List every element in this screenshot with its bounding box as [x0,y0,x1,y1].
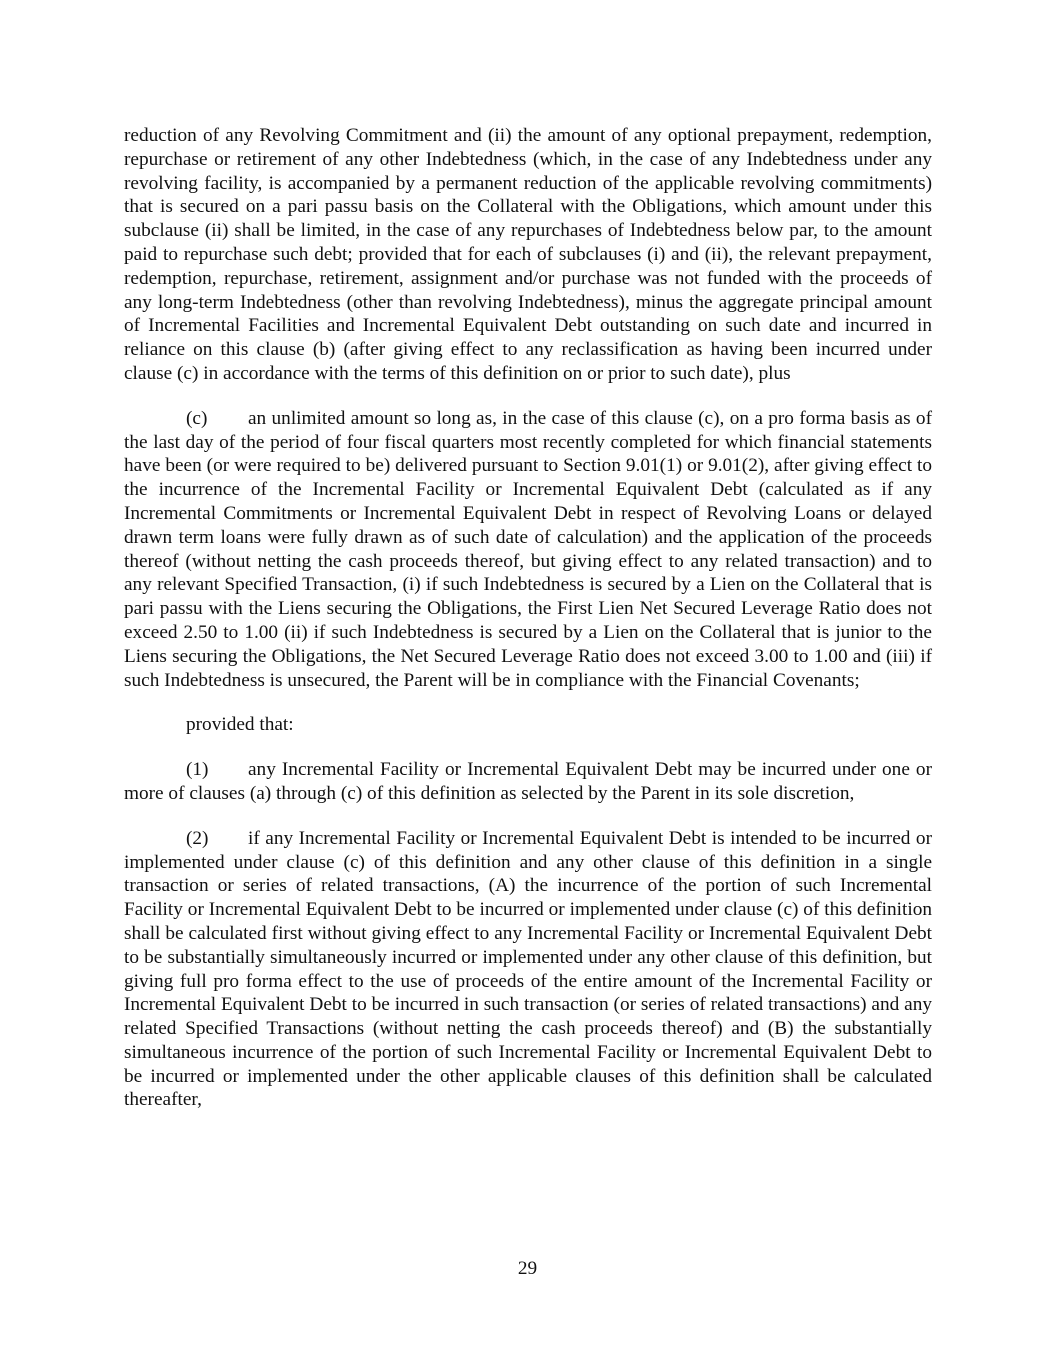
paragraph-text: any Incremental Facility or Incremental Equivalent Debt may be incurred under one or more of clauses (a) through (c) of this definition as selected by the Parent in its sole discretion, [124,759,932,804]
paragraph-item-1 [124,758,932,806]
clause-label: (c) [186,407,208,429]
page-number: 29 [517,1258,538,1279]
paragraph-text: if any Incremental Facility or Incremental Equivalent Debt is intended to be incurred or implemented under clause (c) of this definition and any other clause of this definition in a single transaction or series of related transactions, (A) the incurrence of the portion of such Incremental Facility or Incremental Equivalent Debt to be incurred or implemented under clause (c) of this definition shall be calculated first without giving effect to any Incremental Facility or Incremental Equivalent Debt to be substantially simultaneously incurred or implemented under any other clause of this definition, but giving full pro forma effect to the use of proceeds of the entire amount of the Incremental Facility or Incremental Equivalent Debt to be incurred in such transaction (or series of related transactions) and any related Specified Transactions (without netting the cash proceeds thereof) and (B) the substantially simultaneous incurrence of the portion of such Incremental Facility or Incremental Equivalent Debt to be incurred or implemented under the other applicable clauses of this definition shall be calculated thereafter, [124,827,932,1111]
document-body [124,124,932,1133]
paragraph-clause-c [124,407,932,693]
paragraph-text: an unlimited amount so long as, in the case of this clause (c), on a pro forma basis as of the last day of the period of four fiscal quarters most recently completed for which financial statements have been (or were required to be) delivered pursuant to Section 9.01(1) or 9.01(2), after giving effect to the incurrence of the Incremental Facility or Incremental Equivalent Debt (calculated as if any Incremental Commitments or Incremental Equivalent Debt in respect of Revolving Loans or delayed drawn term loans were fully drawn as of such date of calculation) and the application of the proceeds thereof (without netting the cash proceeds thereof, but giving effect to any related transaction) and to any relevant Specified Transaction, (i) if such Indebtedness is secured by a Lien on the Collateral that is pari passu with the Liens securing the Obligations, the First Lien Net Secured Leverage Ratio does not exceed 2.50 to 1.00 (ii) if such Indebtedness is secured by a Lien on the Collateral that is junior to the Liens securing the Obligations, the Net Secured Leverage Ratio does not exceed 3.00 to 1.00 and (iii) if such Indebtedness is unsecured, the Parent will be in compliance with the Financial Covenants; [124,407,932,691]
clause-label: (2) [186,827,209,849]
clause-label: (1) [186,759,209,781]
paragraph-item-2 [124,827,932,1113]
paragraph-text: reduction of any Revolving Commitment and (ii) the amount of any optional prepayment, redemption, repurchase or retirement of any other Indebtedness (which, in the case of any Indebtedness under any revolving facility, is accompanied by a permanent reduction of the applicable revolving commitments) that is secured on a pari passu basis on the Collateral with the Obligations, which amount under this subclause (ii) shall be limited, in the case of any repurchases of Indebtedness below par, to the amount paid to repurchase such debt; provided that for each of subclauses (i) and (ii), the relevant prepayment, redemption, repurchase, retirement, assignment and/or purchase was not funded with the proceeds of any long-term Indebtedness (other than revolving Indebtedness), minus the aggregate principal amount of Incremental Facilities and Incremental Equivalent Debt outstanding on such date and incurred in reliance on this clause (b) (after giving effect to any reclassification as having been incurred under clause (c) in accordance with the terms of this definition on or prior to such date), plus [124,125,932,384]
paragraph-continuation [124,124,932,386]
paragraph-provided-that [124,713,932,737]
paragraph-text: provided that: [186,714,294,736]
